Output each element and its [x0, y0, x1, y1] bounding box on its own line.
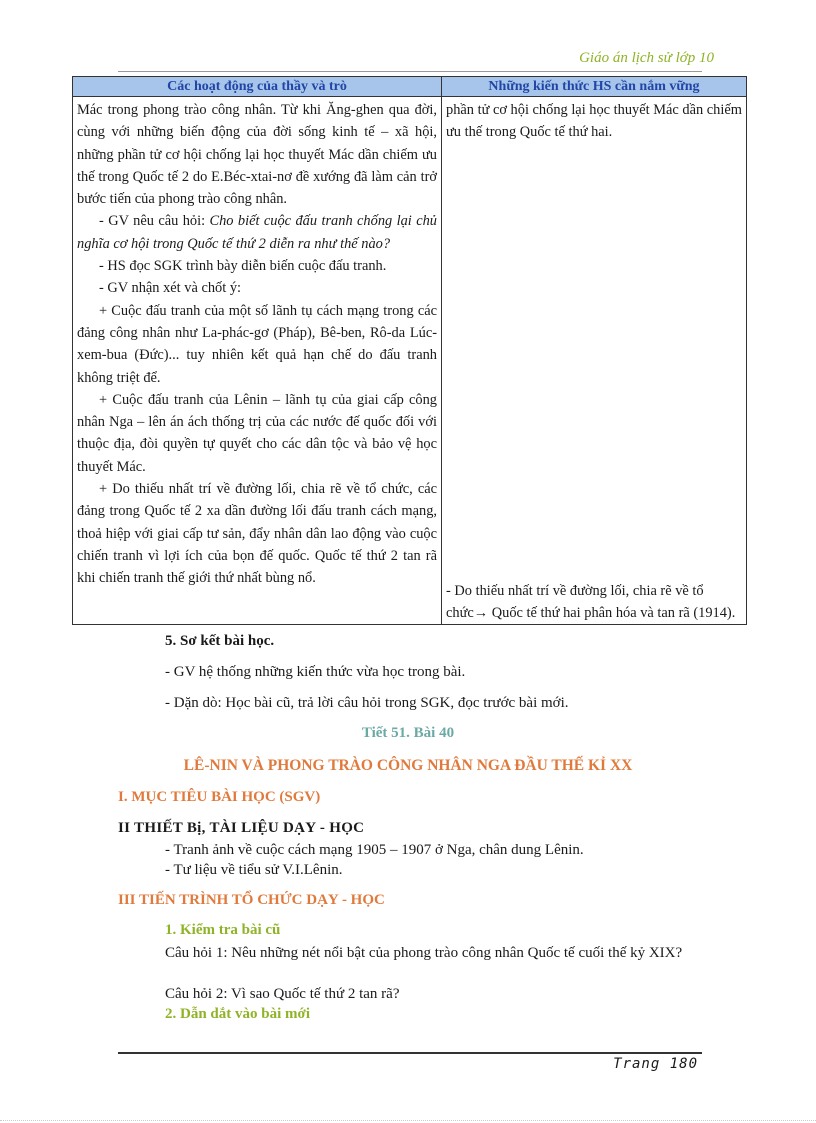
activity-question [77, 210, 437, 255]
header-rule [118, 71, 702, 72]
knowledge-paragraph: phần tử cơ hội chống lại học thuyết Mác dần chiếm ưu thế trong Quốc tế thứ hai. [446, 102, 742, 141]
lesson-title: Tiết 51. Bài 40 [361, 725, 455, 741]
activities-cell [73, 97, 442, 625]
subheading-introduction: 2. Dẫn dắt vào bài mới [165, 1006, 310, 1022]
lesson-subtitle: LÊ-NIN VÀ PHONG TRÀO CÔNG NHÂN NGA ĐẦU THẾ KỈ XX [183, 757, 633, 774]
activity-paragraph: + Cuộc đấu tranh của một số lãnh tụ cách mạng trong các đảng công nhân như La-phác-gơ (Pháp), Bê-ben, Rô-da Lúc-xem-bua (Đức)... tuy nhiên kết quả hạn chế do đấu tranh không triệt để. [77, 302, 437, 386]
page-number: Trang 180 [613, 1056, 698, 1072]
activity-paragraph: Mác trong phong trào công nhân. Từ khi Ăng-ghen qua đời, cùng với những biến động của đời sống kinh tế – xã hội, những phần tử cơ hội chống lại học thuyết Mác dần chiếm ưu thế trong Quốc tế 2 do E.Béc-xtai-nơ đề xướng đã làm cản trở bước tiến của phong trào công nhân. [77, 102, 437, 208]
section-heading-objectives: I. MỤC TIÊU BÀI HỌC (SGV) [118, 789, 321, 805]
section-heading-equipment: II THIẾT Bị, TÀI LIỆU DẠY - HỌC [118, 820, 365, 836]
activity-paragraph: - HS đọc SGK trình bày diễn biến cuộc đấu tranh. [99, 258, 387, 275]
review-question-2: Câu hỏi 2: Vì sao Quốc tế thứ 2 tan rã? [165, 986, 400, 1002]
activity-paragraph: + Cuộc đấu tranh của Lênin – lãnh tụ của giai cấp công nhân Nga – lên án ách thống trị của các nước đế quốc đối với thuộc địa, đòi quyền tự quyết cho các dân tộc và bảo vệ học thuyết Mác. [77, 391, 437, 475]
review-question-1: Câu hỏi 1: Nêu những nét nổi bật của phong trào công nhân Quốc tế cuối thế kỷ XIX? [165, 945, 683, 961]
question-prefix: - GV nêu câu hỏi: [99, 213, 210, 230]
table-header-row [73, 77, 747, 97]
table-row [73, 97, 747, 625]
footer-rule [118, 1052, 702, 1054]
equipment-line: - Tư liệu về tiểu sử V.I.Lênin. [165, 862, 343, 878]
subheading-review: 1. Kiểm tra bài cũ [165, 922, 281, 938]
activity-paragraph: + Do thiếu nhất trí về đường lối, chia rẽ về tổ chức, các đảng trong Quốc tế 2 xa dần đường lối đấu tranh cách mạng, thoả hiệp với giai cấp tư sản, đẩy nhân dân lao động vào cuộc chiến tranh vì lợi ích của bọn đế quốc. Quốc tế thứ 2 tan rã khi chiến tranh thế giới thứ nhất bùng nổ. [77, 481, 437, 587]
col-knowledge-header: Những kiến thức HS cần nắm vững [442, 77, 747, 97]
section-heading-process: III TIẾN TRÌNH TỔ CHỨC DẠY - HỌC [118, 892, 385, 908]
activity-paragraph: - GV nhận xét và chốt ý: [99, 280, 242, 297]
col-activities-header: Các hoạt động của thầy và trò [73, 77, 442, 97]
page-header-title: Giáo án lịch sử lớp 10 [579, 50, 714, 66]
page-bottom-border [0, 1120, 816, 1121]
summary-line: - GV hệ thống những kiến thức vừa học trong bài. [165, 664, 466, 680]
knowledge-cell [442, 97, 747, 625]
equipment-line: - Tranh ảnh về cuộc cách mạng 1905 – 1907 ở Nga, chân dung Lênin. [165, 842, 584, 858]
question-text: Cho biết cuộc đấu tranh chống lại chủ nghĩa cơ hội trong Quốc tế thứ 2 diễn ra như thế nào? [77, 213, 437, 252]
lesson-table [72, 76, 747, 625]
section-summary-title: 5. Sơ kết bài học. [165, 633, 275, 649]
knowledge-paragraph: - Do thiếu nhất trí về đường lối, chia rẽ về tổ chức→ Quốc tế thứ hai phân hóa và tan rã (1914). [446, 582, 736, 621]
summary-line: - Dặn dò: Học bài cũ, trả lời câu hỏi trong SGK, đọc trước bài mới. [165, 695, 569, 711]
